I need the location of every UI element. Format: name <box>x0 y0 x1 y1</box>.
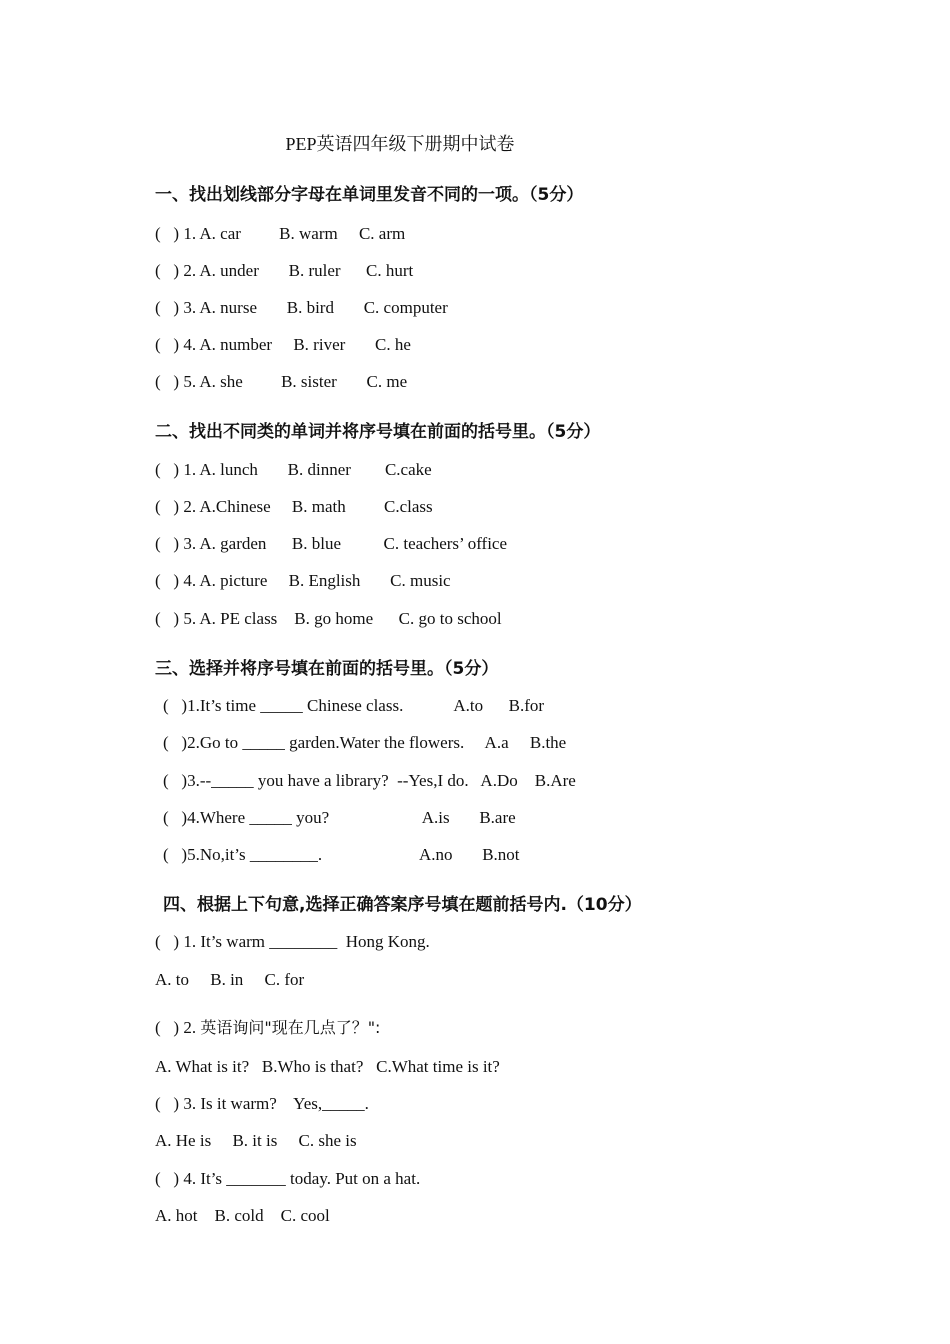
section4-question-1-options: A. to B. in C. for <box>155 970 305 989</box>
section1-heading: 一、找出划线部分字母在单词里发音不同的一项。（5分） <box>155 185 584 205</box>
section4-question-2-text: 英语询问"现在几点了？": <box>200 1018 381 1037</box>
section1-question-4: ( ) 4. A. number B. river C. he <box>155 335 411 354</box>
section1-question-2: ( ) 2. A. under B. ruler C. hurt <box>155 261 414 280</box>
section1-question-1: ( ) 1. A. car B. warm C. arm <box>155 224 406 243</box>
section4-question-4: ( ) 4. It’s _______ today. Put on a hat. <box>155 1169 421 1188</box>
section2-question-1: ( ) 1. A. lunch B. dinner C.cake <box>155 460 432 479</box>
section3-question-1: ( )1.It’s time _____ Chinese class. A.to B.for <box>163 696 545 715</box>
section2-question-4: ( ) 4. A. picture B. English C. music <box>155 571 451 590</box>
section2-question-2: ( ) 2. A.Chinese B. math C.class <box>155 497 433 516</box>
section4-heading: 四、根据上下句意,选择正确答案序号填在题前括号内.（10分） <box>163 895 642 915</box>
section4-question-2 <box>155 1015 380 1038</box>
section1-question-5: ( ) 5. A. she B. sister C. me <box>155 372 408 391</box>
section3-question-2: ( )2.Go to _____ garden.Water the flowers. A.a B.the <box>163 733 567 752</box>
section4-question-4-options: A. hot B. cold C. cool <box>155 1206 330 1225</box>
section3-heading: 三、选择并将序号填在前面的括号里。（5分） <box>155 659 499 679</box>
section3-question-5: ( )5.No,it’s ________. A.no B.not <box>163 845 520 864</box>
section3-question-4: ( )4.Where _____ you? A.is B.are <box>163 808 516 827</box>
exam-title: PEP英语四年级下册期中试卷 <box>285 134 515 154</box>
section4-question-3: ( ) 3. Is it warm? Yes,_____. <box>155 1094 369 1113</box>
section4-question-2-prefix: ( ) 2. <box>155 1018 201 1037</box>
section3-question-3: ( )3.--_____ you have a library? --Yes,I do. A.Do B.Are <box>163 771 576 790</box>
section2-heading: 二、找出不同类的单词并将序号填在前面的括号里。（5分） <box>155 422 601 442</box>
section4-question-3-options: A. He is B. it is C. she is <box>155 1131 357 1150</box>
section4-question-2-options: A. What is it? B.Who is that? C.What time is it? <box>155 1057 500 1076</box>
section2-question-3: ( ) 3. A. garden B. blue C. teachers’ office <box>155 534 508 553</box>
section2-question-5: ( ) 5. A. PE class B. go home C. go to school <box>155 609 502 628</box>
section4-question-1: ( ) 1. It’s warm ________ Hong Kong. <box>155 932 430 951</box>
section1-question-3: ( ) 3. A. nurse B. bird C. computer <box>155 298 448 317</box>
